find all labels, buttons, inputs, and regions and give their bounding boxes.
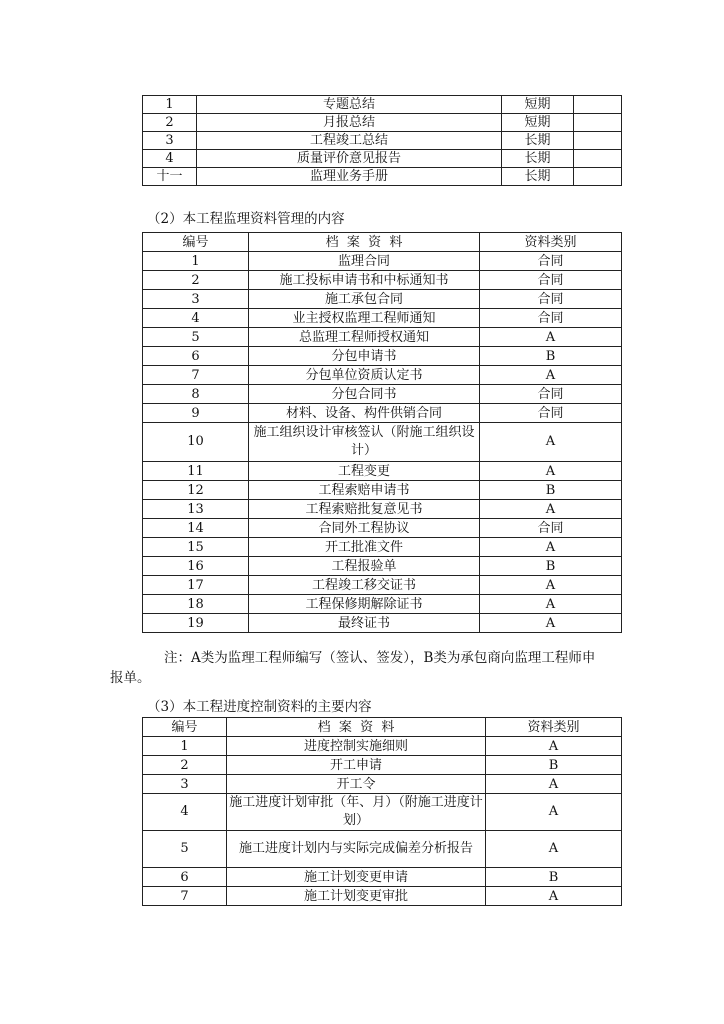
cell-type: A — [480, 462, 622, 481]
cell-type: A — [480, 576, 622, 595]
cell-name: 施工进度计划内与实际完成偏差分析报告 — [227, 831, 486, 868]
cell-type: A — [480, 423, 622, 462]
cell-no: 4 — [143, 309, 249, 328]
note-line-2: 报单。 — [110, 670, 151, 686]
table-row — [143, 756, 622, 775]
table-row — [143, 887, 622, 906]
cell-name: 开工令 — [227, 775, 486, 794]
table-row — [143, 96, 622, 114]
cell-no: 2 — [143, 271, 249, 290]
cell-extra — [574, 150, 622, 168]
table-row — [143, 576, 622, 595]
table-row — [143, 737, 622, 756]
cell-type: A — [480, 328, 622, 347]
cell-type: B — [480, 347, 622, 366]
cell-no: 12 — [143, 481, 249, 500]
cell-term: 短期 — [502, 114, 574, 132]
table-row — [143, 868, 622, 887]
cell-type: A — [480, 538, 622, 557]
table-row — [143, 831, 622, 868]
cell-type: A — [486, 737, 622, 756]
cell-type: B — [486, 756, 622, 775]
cell-no: 3 — [143, 775, 227, 794]
table-row — [143, 309, 622, 328]
table-row — [143, 385, 622, 404]
cell-extra — [574, 96, 622, 114]
section-2-heading: （2）本工程监理资料管理的内容 — [147, 211, 345, 227]
cell-name: 施工计划变更审批 — [227, 887, 486, 906]
cell-name: 进度控制实施细则 — [227, 737, 486, 756]
table-row — [143, 290, 622, 309]
table-row — [143, 366, 622, 385]
cell-type: 合同 — [480, 290, 622, 309]
cell-name: 分包申请书 — [249, 347, 480, 366]
header-no: 编号 — [143, 233, 249, 252]
cell-type: 合同 — [480, 271, 622, 290]
cell-type: A — [480, 614, 622, 633]
cell-name: 工程竣工移交证书 — [249, 576, 480, 595]
table-row — [143, 614, 622, 633]
cell-no: 5 — [143, 328, 249, 347]
table-row — [143, 150, 622, 168]
cell-no: 3 — [143, 290, 249, 309]
cell-name: 最终证书 — [249, 614, 480, 633]
table-row — [143, 328, 622, 347]
cell-name: 施工承包合同 — [249, 290, 480, 309]
cell-type: A — [486, 775, 622, 794]
cell-no: 1 — [143, 96, 197, 114]
cell-name: 工程索赔批复意见书 — [249, 500, 480, 519]
table-row — [143, 775, 622, 794]
cell-no: 7 — [143, 366, 249, 385]
cell-no: 2 — [143, 756, 227, 775]
cell-type: B — [480, 481, 622, 500]
cell-name: 总监理工程师授权通知 — [249, 328, 480, 347]
cell-name: 开工批准文件 — [249, 538, 480, 557]
table-row — [143, 114, 622, 132]
category-note — [110, 648, 621, 688]
cell-no: 4 — [143, 150, 197, 168]
cell-no: 5 — [143, 831, 227, 868]
cell-name: 施工组织设计审核签认（附施工组织设计） — [249, 423, 480, 462]
cell-name: 工程变更 — [249, 462, 480, 481]
header-no: 编号 — [143, 718, 227, 737]
table-row — [143, 557, 622, 576]
cell-no: 16 — [143, 557, 249, 576]
table-row — [143, 500, 622, 519]
cell-no: 6 — [143, 868, 227, 887]
cell-type: 合同 — [480, 385, 622, 404]
cell-term: 短期 — [502, 96, 574, 114]
cell-term: 长期 — [502, 150, 574, 168]
table-row — [143, 595, 622, 614]
cell-type: 合同 — [480, 519, 622, 538]
supervision-archive-table — [142, 232, 622, 633]
cell-no: 15 — [143, 538, 249, 557]
cell-name: 开工申请 — [227, 756, 486, 775]
table-row — [143, 481, 622, 500]
cell-no: 1 — [143, 737, 227, 756]
cell-no: 1 — [143, 252, 249, 271]
cell-name: 监理业务手册 — [197, 168, 502, 186]
header-type: 资料类别 — [480, 233, 622, 252]
section-3-heading: （3）本工程进度控制资料的主要内容 — [147, 699, 372, 715]
cell-type: A — [486, 831, 622, 868]
cell-no: 十一 — [143, 168, 197, 186]
cell-no: 7 — [143, 887, 227, 906]
table-row — [143, 347, 622, 366]
cell-no: 17 — [143, 576, 249, 595]
header-name: 档 案 资 料 — [227, 718, 486, 737]
cell-term: 长期 — [502, 168, 574, 186]
cell-no: 19 — [143, 614, 249, 633]
cell-name: 分包单位资质认定书 — [249, 366, 480, 385]
table-row — [143, 794, 622, 831]
cell-no: 3 — [143, 132, 197, 150]
table-row — [143, 271, 622, 290]
cell-no: 4 — [143, 794, 227, 831]
cell-no: 14 — [143, 519, 249, 538]
cell-no: 11 — [143, 462, 249, 481]
cell-no: 13 — [143, 500, 249, 519]
cell-type: 合同 — [480, 309, 622, 328]
cell-extra — [574, 168, 622, 186]
cell-extra — [574, 132, 622, 150]
note-line-1: 注：A类为监理工程师编写（签认、签发），B类为承包商向监理工程师申 — [164, 650, 596, 666]
archive-list-table — [142, 95, 622, 186]
cell-type: A — [480, 366, 622, 385]
cell-name: 业主授权监理工程师通知 — [249, 309, 480, 328]
cell-name: 监理合同 — [249, 252, 480, 271]
table-row — [143, 252, 622, 271]
cell-name: 施工计划变更申请 — [227, 868, 486, 887]
cell-name: 施工投标申请书和中标通知书 — [249, 271, 480, 290]
cell-no: 9 — [143, 404, 249, 423]
cell-type: A — [480, 595, 622, 614]
table-row — [143, 538, 622, 557]
table-row — [143, 168, 622, 186]
cell-type: A — [480, 500, 622, 519]
table-row — [143, 404, 622, 423]
table-row — [143, 132, 622, 150]
table-row — [143, 462, 622, 481]
cell-name: 工程保修期解除证书 — [249, 595, 480, 614]
table-row — [143, 423, 622, 462]
cell-name: 分包合同书 — [249, 385, 480, 404]
cell-name: 月报总结 — [197, 114, 502, 132]
cell-no: 18 — [143, 595, 249, 614]
cell-type: B — [480, 557, 622, 576]
cell-name: 工程索赔申请书 — [249, 481, 480, 500]
cell-term: 长期 — [502, 132, 574, 150]
cell-name: 工程报验单 — [249, 557, 480, 576]
cell-no: 8 — [143, 385, 249, 404]
cell-type: 合同 — [480, 252, 622, 271]
cell-name: 工程竣工总结 — [197, 132, 502, 150]
cell-no: 10 — [143, 423, 249, 462]
cell-name: 施工进度计划审批（年、月）（附施工进度计划） — [227, 794, 486, 831]
cell-name: 专题总结 — [197, 96, 502, 114]
table-header-row — [143, 233, 622, 252]
cell-type: A — [486, 794, 622, 831]
cell-no: 2 — [143, 114, 197, 132]
cell-extra — [574, 114, 622, 132]
header-name: 档 案 资 料 — [249, 233, 480, 252]
table-header-row — [143, 718, 622, 737]
header-type: 资料类别 — [486, 718, 622, 737]
progress-control-table — [142, 717, 622, 906]
cell-type: B — [486, 868, 622, 887]
cell-type: 合同 — [480, 404, 622, 423]
cell-name: 合同外工程协议 — [249, 519, 480, 538]
table-row — [143, 519, 622, 538]
cell-type: A — [486, 887, 622, 906]
cell-name: 材料、设备、构件供销合同 — [249, 404, 480, 423]
cell-name: 质量评价意见报告 — [197, 150, 502, 168]
cell-no: 6 — [143, 347, 249, 366]
